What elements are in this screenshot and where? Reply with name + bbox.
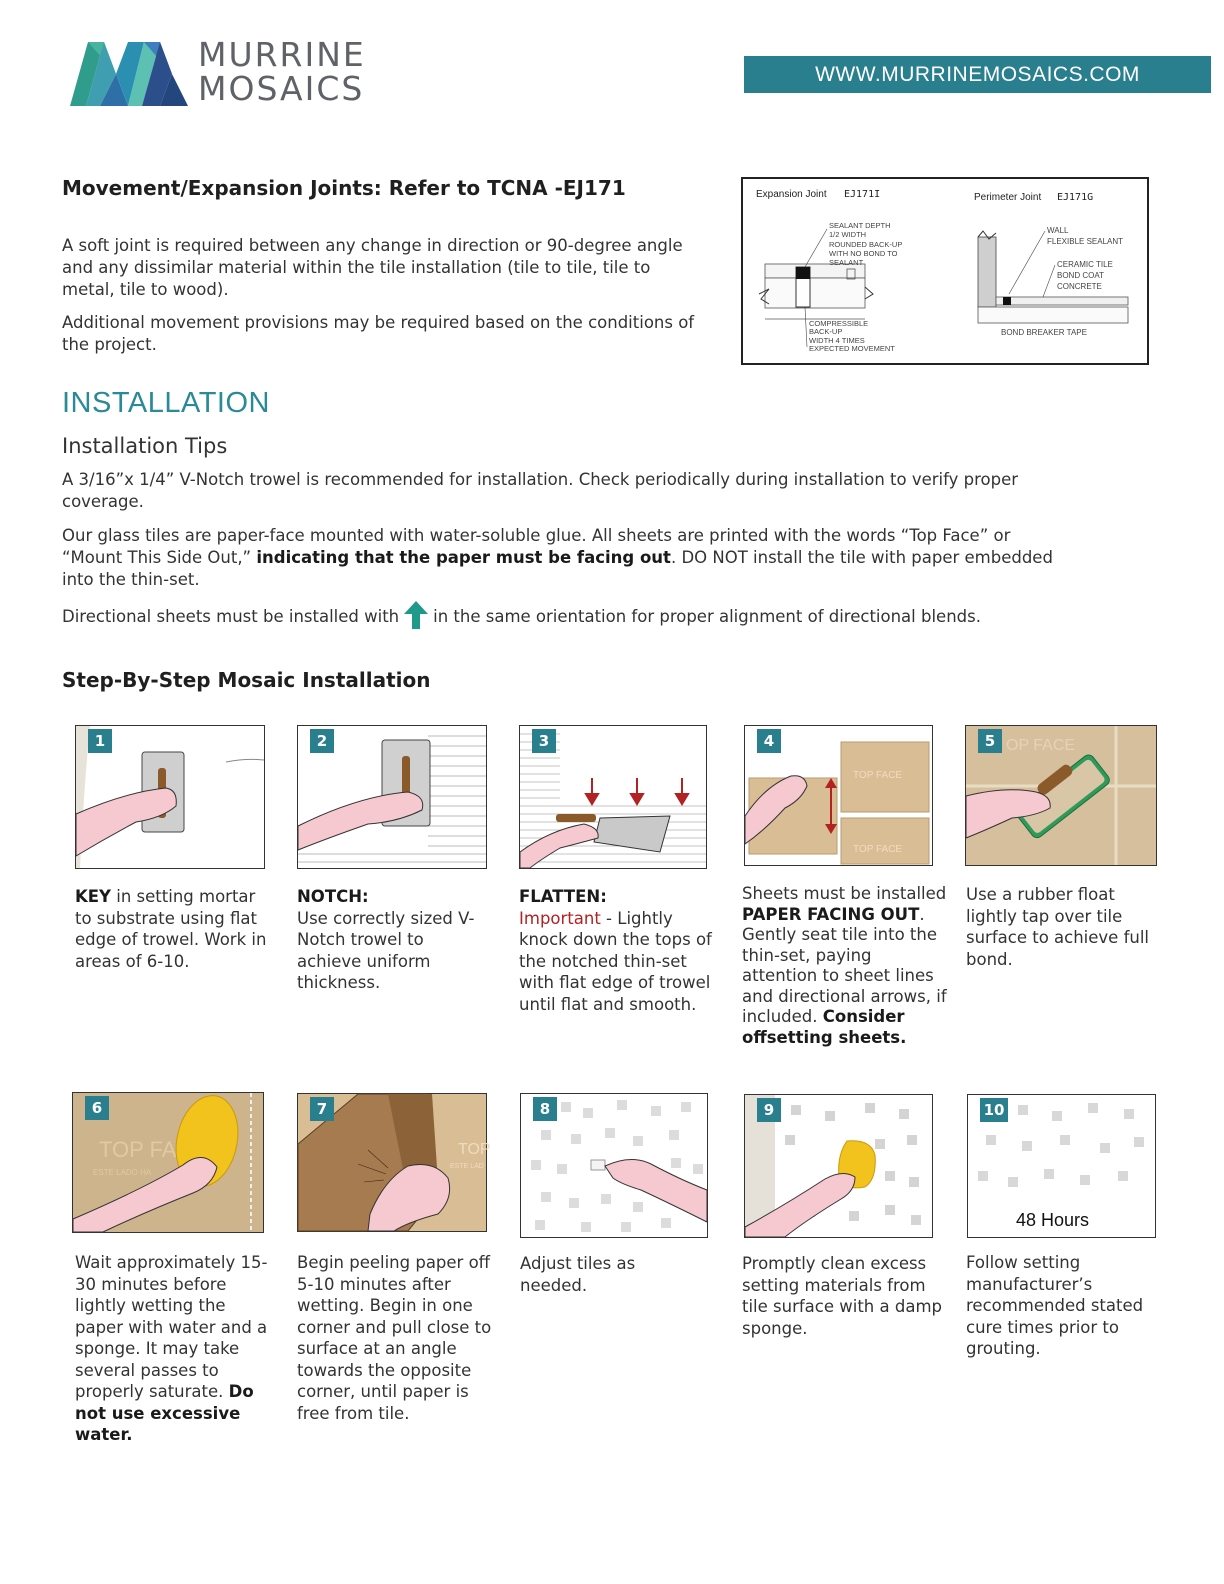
step-4-text: . Gently seat tile into the thin-set, paying attention to sheet lines and directional arrows, if included.	[742, 904, 947, 1026]
step-5-badge: 5	[978, 729, 1002, 753]
tip-directional	[62, 600, 1142, 630]
right-callout-3: CERAMIC TILE	[1057, 260, 1113, 269]
step-10-48-hours: 48 Hours	[1016, 1210, 1090, 1230]
step-6-badge: 6	[85, 1096, 109, 1120]
step-5-op-face: OP FACE	[1006, 737, 1076, 754]
step-8-text: Adjust tiles as needed.	[520, 1254, 636, 1295]
step-1-text: in setting mortar to substrate using flat edge of trowel. Work in areas of 6-10.	[75, 887, 267, 971]
step-2-image	[297, 725, 487, 869]
tip-paper-face-b: . DO NOT install the tile with paper embedded into the thin-set.	[62, 548, 1053, 589]
right-callout-4: BOND COAT	[1057, 271, 1104, 280]
step-7-badge: 7	[310, 1097, 334, 1121]
step-5-caption	[966, 884, 1171, 970]
step-5-image	[965, 725, 1157, 866]
left-callout-4: WITH NO BOND TO	[829, 249, 898, 258]
step-1-caption	[75, 886, 271, 972]
left-callout-2: 1/2 WIDTH	[829, 230, 867, 239]
murrine-logo-icon	[70, 40, 188, 108]
brand-wordmark	[198, 35, 366, 108]
step-9-text: Promptly clean excess setting materials from tile surface with a damp sponge.	[742, 1254, 942, 1338]
expansion-joint-code: EJ171I	[844, 189, 881, 200]
right-callout-1: WALL	[1047, 226, 1069, 235]
right-callout-2: FLEXIBLE SEALANT	[1047, 237, 1124, 246]
step-4-pre: Sheets must be installed	[742, 884, 947, 903]
installation-tips-title: Installation Tips	[62, 434, 228, 458]
tip-directional-a: Directional sheets must be installed with	[62, 607, 400, 626]
tip-paper-face	[62, 525, 1062, 591]
left-callout-8: WIDTH 4 TIMES	[809, 336, 865, 345]
movement-title: Movement/Expansion Joints: Refer to TCNA -EJ171	[62, 176, 626, 200]
step-4-badge: 4	[757, 729, 781, 753]
tip-trowel: A 3/16”x 1/4” V-Notch trowel is recommended for installation. Check periodically during installation to verify proper coverage.	[62, 470, 1019, 511]
step-3-image	[519, 725, 707, 869]
step-3-important: Important	[519, 908, 601, 928]
step-3-caption	[519, 886, 715, 1015]
step-6-image	[72, 1092, 264, 1233]
movement-paragraph-1: A soft joint is required between any change in direction or 90-degree angle and any dissimilar material within the tile installation (tile to tile, tile to metal, tile to wood).	[62, 236, 683, 299]
step-9-image	[744, 1094, 933, 1238]
brand-line-1: MURRINE	[198, 35, 366, 74]
step-3-text: - Lightly knock down the tops of the notched thin-set with flat edge of trowel until flat and smooth.	[519, 908, 712, 1014]
movement-paragraph-2: Additional movement provisions may be required based on the conditions of the project.	[62, 313, 695, 354]
step-1-bold: KEY	[75, 887, 112, 906]
expansion-joint-label: Expansion Joint	[756, 189, 827, 200]
step-4-caption	[742, 884, 947, 1048]
step-1-image	[75, 725, 265, 869]
left-callout-5: SEALANT	[829, 258, 864, 267]
step-5-text: Use a rubber float lightly tap over tile surface to achieve full bond.	[966, 885, 1150, 969]
step-2-bold: NOTCH:	[297, 887, 369, 906]
tip-paper-face-a: Our glass tiles are paper-face mounted with water-soluble glue. All sheets are printed with the words “Top Face” or “Mount This Side Out,”	[62, 526, 1011, 567]
step-10-image	[967, 1094, 1156, 1238]
step-10-badge: 10	[980, 1098, 1008, 1122]
up-arrow-icon	[403, 600, 429, 630]
step-10-caption	[966, 1252, 1171, 1360]
right-callout-6: BOND BREAKER TAPE	[1001, 328, 1087, 337]
left-callout-7: BACK-UP	[809, 327, 843, 336]
step-10-text: Follow setting manufacturer’s recommended stated cure times prior to grouting.	[966, 1253, 1144, 1358]
step-4-bold: PAPER FACING OUT	[742, 904, 920, 924]
perimeter-joint-label: Perimeter Joint	[974, 192, 1042, 203]
step-4-top-face-2: TOP FACE	[853, 844, 903, 855]
tip-directional-b: in the same orientation for proper alignment of directional blends.	[433, 607, 981, 626]
website-banner[interactable]: WWW.MURRINEMOSAICS.COM	[744, 56, 1211, 93]
step-6-bold: Do not use excessive water.	[75, 1382, 254, 1444]
joint-diagram	[741, 177, 1149, 365]
left-callout-1: SEALANT DEPTH	[829, 221, 891, 230]
step-8-caption	[520, 1253, 670, 1296]
step-9-caption	[742, 1253, 947, 1339]
step-2-caption	[297, 886, 493, 994]
step-7-image	[297, 1093, 491, 1232]
perimeter-joint-code: EJ171G	[1057, 192, 1094, 203]
left-callout-3: ROUNDED BACK-UP	[829, 240, 903, 249]
right-callout-5: CONCRETE	[1057, 282, 1102, 291]
step-6-caption	[75, 1252, 271, 1446]
tip-paper-face-bold: indicating that the paper must be facing out	[256, 548, 671, 567]
step-9-badge: 9	[757, 1098, 781, 1122]
brand-line-2: MOSAICS	[198, 69, 365, 108]
step-7-text: Begin peeling paper off 5-10 minutes after wetting. Begin in one corner and pull close to surface at an angle towards the opposite corner, until paper is free from tile.	[297, 1253, 492, 1423]
left-callout-9: EXPECTED MOVEMENT	[809, 344, 895, 353]
step-4-image	[744, 725, 933, 866]
step-2-badge: 2	[310, 729, 334, 753]
step-4-top-face-1: TOP FACE	[853, 770, 903, 781]
step-7-este-peek: ESTE LAD	[450, 1163, 484, 1170]
step-1-badge: 1	[88, 729, 112, 753]
step-7-top-peek: TOP	[458, 1141, 491, 1158]
installation-title: INSTALLATION	[62, 387, 270, 419]
step-8-image	[520, 1093, 708, 1238]
step-3-badge: 3	[532, 729, 556, 753]
step-8-badge: 8	[533, 1097, 557, 1121]
step-3-bold: FLATTEN:	[519, 887, 607, 906]
left-callout-6: COMPRESSIBLE	[809, 319, 869, 328]
step-6-este-lado: ESTE LADO HA	[93, 1168, 152, 1177]
step-7-caption	[297, 1252, 493, 1424]
step-2-text: Use correctly sized V-Notch trowel to achieve uniform thickness.	[297, 908, 475, 992]
step-6-text: Wait approximately 15-30 minutes before lightly wetting the paper with water and a sponge. It may take several passes to properly saturate.	[75, 1253, 268, 1401]
steps-title: Step-By-Step Mosaic Installation	[62, 668, 431, 692]
step-4-bold-2: Consider offsetting sheets.	[742, 1007, 907, 1047]
step-6-top-face: TOP FA	[99, 1137, 177, 1162]
